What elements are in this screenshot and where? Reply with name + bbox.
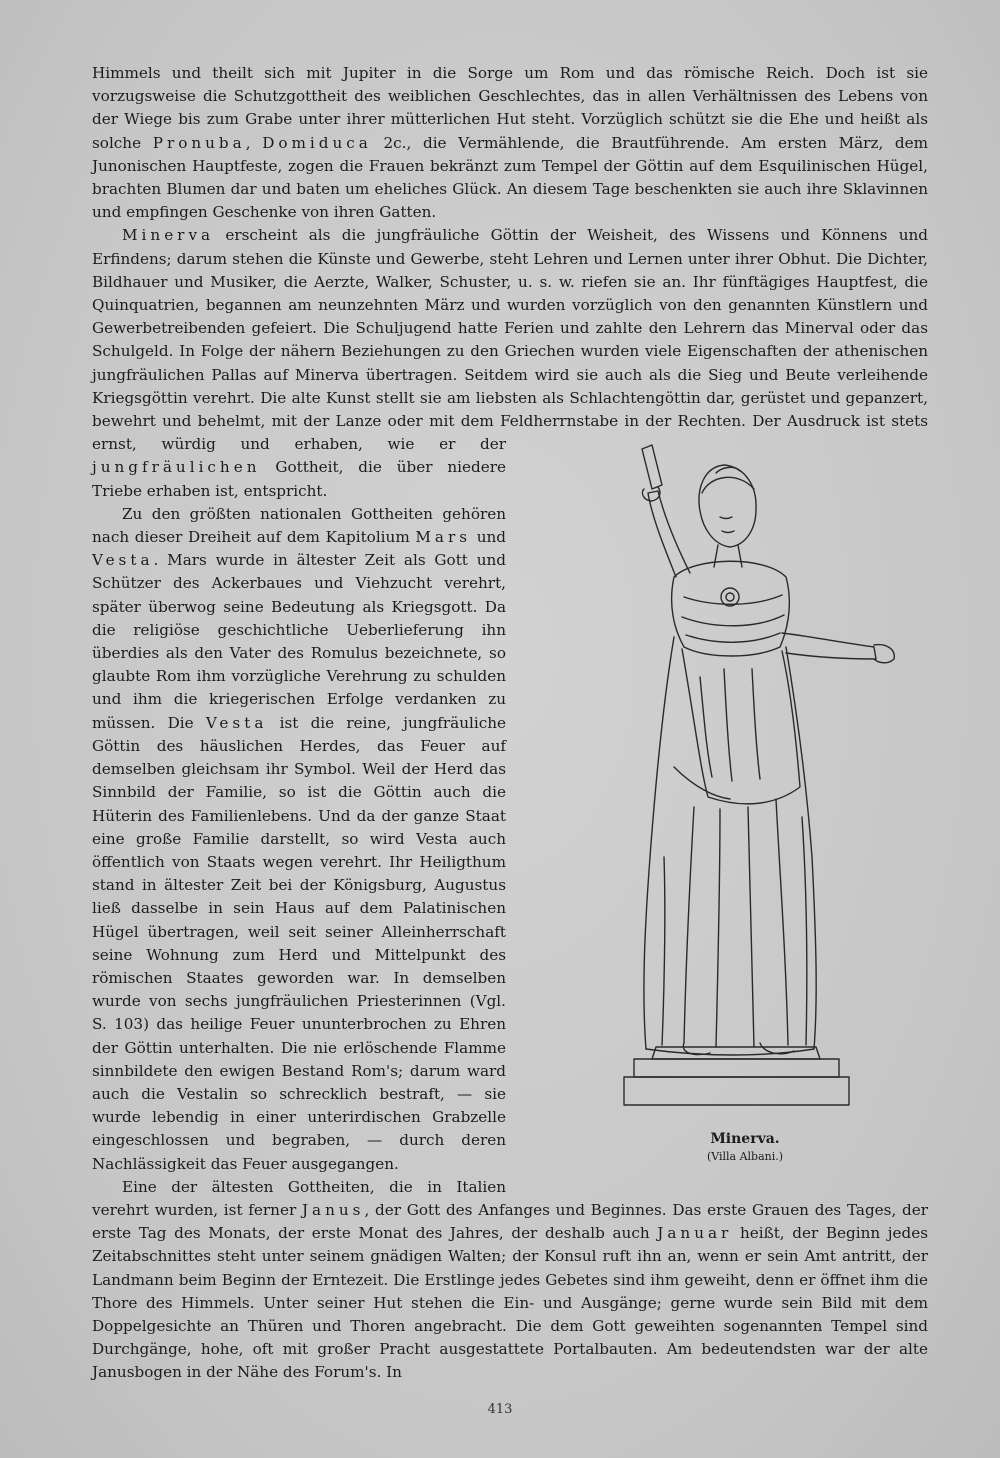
spaced-name: Mars xyxy=(415,528,472,547)
spaced-name: Domiduca xyxy=(262,133,372,152)
text-run: 2c., die Vermählende, die Brautführende. Am ersten März, dem Junonischen Hauptfeste, zogen die Frauen bekränzt zum Tempel der Göttin auf dem Esquilinischen Hügel, brachten Blumen dar und baten um eheliches Glück. An diesem Tage beschenkten sie auch ihre Sklavinnen und empfingen Geschenke von ihren Gatten. xyxy=(92,133,929,222)
paragraph-janus xyxy=(92,1176,928,1385)
minerva-statue-illustration xyxy=(524,437,936,1127)
text-run: ist die reine, jungfräuliche Göttin des häuslichen Herdes, das Feuer auf demselben gleichsam ihr Symbol. Weil der Herd das Sinnbild der Familie, so ist die Göttin auch die Hüterin des Familienlebens. Und da der ganze Staat eine große Familie darstellt, so wird Vesta auch öffentlich von Staats wegen verehrt. Ihr Heiligthum stand in ältester Zeit bei der Königsburg, Augustus ließ dasselbe in sein Haus auf dem Palatinischen Hügel übertragen, weil seit seiner Alleinherrschaft seine Wohnung zum Herd und Mittelpunkt des römischen Staates geworden war. In demselben wurde von sechs jungfräulichen Priesterinnen (Vgl. S. 103) das heilige Feuer ununterbrochen zu Ehren der Göttin unterhalten. Die nie erlöschende Flamme sinnbildete den ewigen Bestand Rom's; darum ward auch die Vestalin so schrecklich bestraft, — sie wurde lebendig in einer unterirdischen Grabzelle eingeschlossen und begraben, — durch deren Nachlässigkeit das Feuer ausgegangen. xyxy=(92,713,507,1173)
spaced-name: Januar xyxy=(657,1224,733,1243)
text-run: heißt, der Beginn jedes Zeitabschnittes steht unter seinem gnädigen Walten; der Konsul ruft ihn an, wenn er sein Amt antritt, der Landmann beim Beginn der Erntezeit. Die Erstlinge jedes Gebetes sind ihm geweiht, denn er öffnet ihm die Thore des Himmels. Unter seiner Hut stehen die Ein- und Ausgänge; gerne wurde sein Bild mit dem Doppelgesichte an Thüren und Thoren angebracht. Die dem Gott geweihten sogenannten Tempel sind Durchgänge, hohe, oft mit großer Pracht ausgestattete Portalbauten. Am bedeutendsten war der alte Janusbogen in der Nähe des Forum's. In xyxy=(92,1224,928,1382)
text-run: Zu den größten nationalen Gottheiten gehören nach dieser Dreiheit auf dem Kapitolium xyxy=(92,504,506,547)
text-run: erscheint als die jungfräuliche Göttin der Weisheit, des Wissens und Könnens und Erfindens; darum stehen die Künste und Gewerbe, steht Lehren und Lernen unter ihrer Obhut. Die Dichter, Bildhauer und Musiker, die Aerzte, Walker, Schuster, u. s. w. riefen sie an. Ihr fünftägiges Hauptfest, die Quinquatrien, begannen am neunzehnten März und wurden vorzüglich von den genannten Künstlern und Gewerbetreibenden gefeiert. Die Schuljugend hatte Ferien und zahlte den Lehrern das Minerval oder das Schulgeld. In Folge der nähern Beziehungen zu den Griechen wurden viele Eigenschaften der athenischen jungfräulichen Pallas auf Minerva übertragen. Seitdem wird sie auch als die Sieg und Beute verleihende Kriegsgöttin verehrt. Die alte Kunst stellt sie am liebsten als Schlachtengöttin dar, gerüstet und gepanzert, bewehrt und behelmt, mit der Lanze oder mit dem Feldherrnstabe in der Rechten. Der Ausdruck ist stets ernst, würdig und erhaben, wie er der xyxy=(92,226,929,454)
caption-title: Minerva. xyxy=(710,1131,780,1148)
text-run: , xyxy=(245,133,251,152)
figure-caption xyxy=(524,1129,936,1164)
spaced-name: Vesta xyxy=(205,713,268,732)
spaced-word: jungfräulichen xyxy=(92,458,261,477)
text-run: und xyxy=(476,528,506,547)
spaced-name: Pronuba xyxy=(152,133,246,152)
text-run: Eine der ältesten Gottheiten, die in Italien verehrt wurden, ist ferner xyxy=(92,1177,506,1219)
paragraph-juno xyxy=(92,62,928,224)
page-number: 413 xyxy=(487,1402,513,1417)
spaced-name: Minerva xyxy=(122,226,215,245)
caption-source: (Villa Albani.) xyxy=(706,1150,784,1164)
text-run: . Mars wurde in ältester Zeit als Gott und Schützer des Ackerbaues und Viehzucht verehrt, später überwog seine Bedeutung als Kriegsgott. Da die religiöse geschichtliche Ueberlieferung ihn überdies als den Vater des Romulus bezeichnete, so glaubte Rom ihm vorzügliche Verehrung zu schulden und ihm die kriegerischen Erfolge verdanken zu müssen. Die xyxy=(92,551,506,732)
text-run: Himmels und theilt sich mit Jupiter in die Sorge um Rom und das römische Reich. Doch ist sie vorzugsweise die Schutzgottheit des weiblichen Geschlechtes, das in allen Verhältnissen des Lebens von der Wiege bis zum Grabe unter ihrer mütterlichen Hut steht. Vorzüglich schützt sie die Ehe und heißt als solche xyxy=(92,64,928,152)
text-run: , der Gott des Anfanges und Beginnes. Das erste Grauen des Tages, der erste Tag des Monats, der erste Monat des Jahres, der deshalb auch xyxy=(92,1200,928,1243)
spaced-name: Janus xyxy=(301,1200,365,1219)
spaced-name: Vesta xyxy=(92,551,154,570)
minerva-figure xyxy=(524,437,936,1173)
body-text xyxy=(92,62,928,1385)
text-run: Gottheit, die über niedere Triebe erhaben ist, entspricht. xyxy=(92,458,506,500)
